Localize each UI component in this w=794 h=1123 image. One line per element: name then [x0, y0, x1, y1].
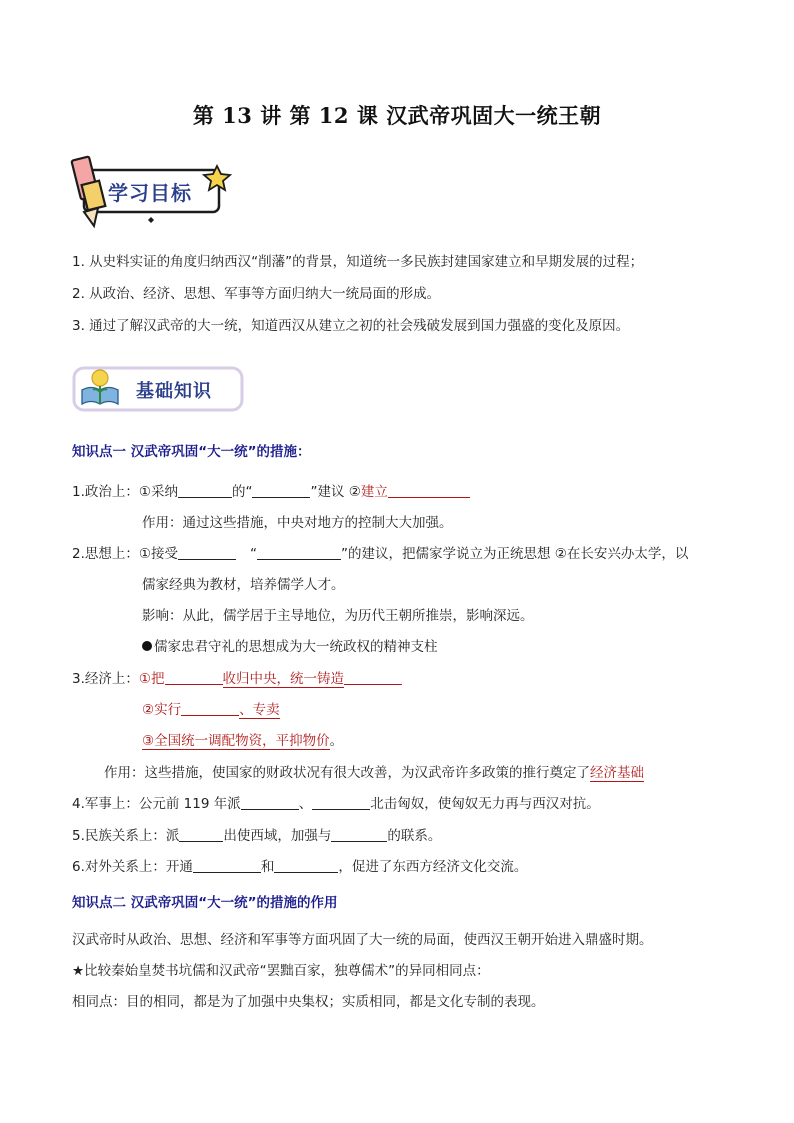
answer-text: ③全国统一调配物资，平抑物价 — [142, 733, 330, 749]
learning-goals-label: 学习目标 — [108, 181, 192, 205]
economy-effect — [104, 761, 644, 781]
answer-blank — [181, 701, 239, 716]
blank — [241, 795, 299, 810]
thought-influence: 影响：从此，儒学居于主导地位，为历代王朝所推崇，影响深远。 — [142, 608, 534, 624]
thought-continuation: 儒家经典为教材，培养儒学人才。 — [142, 577, 345, 593]
note-text: 儒家忠君守礼的思想成为大一统政权的精神支柱 — [154, 639, 438, 655]
text: 5.民族关系上：派 — [72, 828, 180, 844]
knowledge-point-2-heading: 知识点二 汉武帝巩固“大一统”的措施的作用 — [72, 895, 338, 911]
thought-label: 2.思想上：①接受 — [72, 546, 178, 562]
text: 的“ — [231, 484, 253, 500]
answer-blank — [388, 483, 470, 498]
text: 、 — [298, 796, 313, 812]
text: ，促进了东西方经济文化交流。 — [338, 859, 528, 875]
goal-item: 3. 通过了解汉武帝的大一统，知道西汉从建立之初的社会残破发展到国力强盛的变化及原因。 — [72, 318, 630, 334]
foreign-line — [72, 855, 527, 875]
learning-goals-badge — [66, 154, 236, 234]
goal-item: 1. 从史料实证的角度归纳西汉“削藩”的背景，知道统一多民族封建国家建立和早期发展的过程； — [72, 254, 644, 270]
knowledge-point-1-heading: 知识点一 汉武帝巩固“大一统”的措施： — [72, 444, 311, 460]
answer-text: 、专卖 — [239, 702, 280, 718]
blank — [252, 483, 310, 498]
paragraph: 相同点：目的相同，都是为了加强中央集权；实质相同，都是文化专制的表现。 — [72, 994, 545, 1010]
text: 作用：这些措施，使国家的财政状况有很大改善，为汉武帝许多政策的推行奠定了 — [104, 765, 590, 781]
ethnic-line — [72, 824, 441, 844]
economy-item-3 — [142, 729, 343, 749]
blank — [178, 483, 232, 498]
blank — [274, 858, 338, 873]
paragraph: ★比较秦始皇焚书坑儒和汉武帝“罢黜百家，独尊儒术”的异同相同点： — [72, 963, 490, 979]
answer-blank — [344, 670, 402, 685]
text: 北击匈奴，使匈奴无力再与西汉对抗。 — [370, 796, 600, 812]
thought-line — [72, 542, 688, 562]
goal-item: 2. 从政治、经济、思想、军事等方面归纳大一统局面的形成。 — [72, 286, 441, 302]
blank — [331, 827, 387, 842]
text: 6.对外关系上：开通 — [72, 859, 193, 875]
answer-text: 建立 — [360, 484, 388, 500]
economy-item-2 — [142, 698, 280, 718]
answer-text: ②实行 — [142, 702, 182, 718]
blank — [178, 545, 236, 560]
text: 和 — [260, 859, 275, 875]
economy-line — [72, 667, 402, 687]
paragraph: 汉武帝时从政治、思想、经济和军事等方面巩固了大一统的局面，使西汉王朝开始进入鼎盛时期。 — [72, 932, 653, 948]
politics-effect: 作用：通过这些措施，中央对地方的控制大大加强。 — [142, 515, 453, 531]
economy-label: 3.经济上： — [72, 671, 139, 687]
blank — [179, 827, 223, 842]
text: 。 — [329, 733, 344, 749]
text: ”的建议，把儒家学说立为正统思想 ②在长安兴办太学，以 — [340, 546, 689, 562]
text: “ — [249, 546, 257, 562]
military-line — [72, 792, 600, 812]
basic-knowledge-label: 基础知识 — [136, 381, 212, 402]
blank — [257, 545, 341, 560]
text: 的联系。 — [387, 828, 442, 844]
answer-text: 经济基础 — [590, 765, 644, 781]
thought-note — [142, 635, 438, 655]
text: 4.军事上：公元前 119 年派 — [72, 796, 241, 812]
text: ”建议 ② — [310, 484, 361, 500]
answer-text: ①把 — [138, 671, 165, 687]
politics-label: 1.政治上：①采纳 — [72, 484, 178, 500]
basic-knowledge-badge — [72, 364, 247, 414]
answer-text: 收归中央，统一铸造 — [222, 671, 344, 687]
text: 出使西域，加强与 — [223, 828, 332, 844]
page-title: 第 13 讲 第 12 课 汉武帝巩固大一统王朝 — [192, 103, 602, 128]
blank — [312, 795, 370, 810]
answer-blank — [165, 670, 223, 685]
politics-line — [72, 480, 470, 500]
bullet-icon — [142, 641, 152, 651]
blank — [193, 858, 261, 873]
